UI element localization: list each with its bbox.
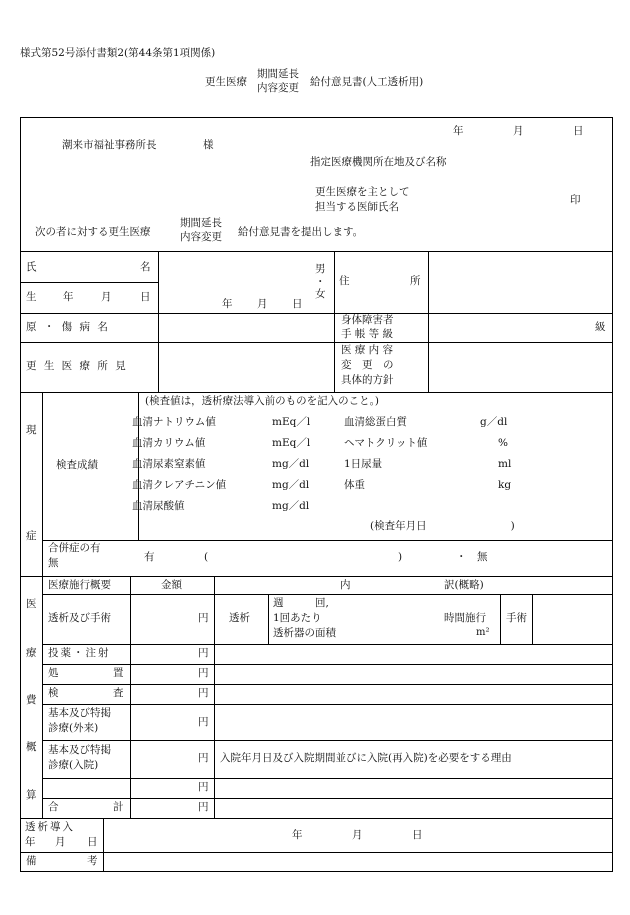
- test-name: 血清ナトリウム値: [132, 416, 216, 428]
- option-extend: 期間延長: [257, 68, 299, 80]
- complication-label-line2: 無: [48, 557, 59, 569]
- dialysis-word: 透析: [229, 612, 250, 624]
- test-date: (検査年月日 ): [370, 520, 515, 532]
- dob-label-c: 月: [101, 291, 112, 303]
- complication-open: (: [204, 551, 209, 563]
- test-name: 血清カリウム値: [132, 437, 206, 449]
- program-label: 更生医療: [205, 76, 247, 88]
- yen-unit: 円: [198, 716, 209, 728]
- opinion-label: 更 生 医 療 所 見: [26, 360, 128, 372]
- yen-unit: 円: [198, 801, 209, 813]
- seal-mark: 印: [570, 194, 581, 206]
- test-unit: mEq／l: [272, 416, 311, 428]
- inpatient-label-line2: 診療(入院): [48, 759, 99, 771]
- col-divider: [42, 392, 43, 818]
- row-divider: [42, 644, 613, 645]
- dob-label-a: 生: [26, 291, 37, 303]
- costs-side-char: 概: [26, 741, 37, 753]
- condition-side-top: 現: [26, 424, 37, 436]
- drugs-label: 投薬・注射: [48, 647, 111, 659]
- test-unit: g／dl: [480, 416, 508, 428]
- document-title: 給付意見書(人工透析用): [310, 76, 424, 88]
- test-name: 血清クレアチニン値: [132, 479, 227, 491]
- yen-unit: 円: [198, 752, 209, 764]
- sex-dot: ・: [315, 276, 326, 288]
- option-change: 内容変更: [257, 82, 299, 94]
- grade-unit: 級: [595, 321, 606, 333]
- row-divider: [42, 684, 613, 685]
- complication-yes: 有: [144, 551, 155, 563]
- honorific: 様: [203, 139, 214, 151]
- header-item: 医療施行概要: [48, 579, 111, 591]
- form-number: 様式第52号添付書類2(第44条第1項関係): [20, 47, 216, 59]
- yen-unit: 円: [198, 612, 209, 624]
- col-divider: [500, 594, 501, 644]
- recipient: 潮来市福祉事務所長: [62, 139, 157, 151]
- row-divider: [20, 852, 613, 853]
- complication-no: ・ 無: [456, 551, 488, 563]
- row-divider: [20, 342, 613, 343]
- test-name: 血清総蛋白質: [344, 416, 407, 428]
- date-month: 月: [513, 125, 524, 137]
- intro-day: 日: [412, 829, 423, 841]
- plan-label-line2: 変 更 の: [341, 359, 394, 371]
- institution-label: 指定医療機関所在地及び名称: [310, 156, 447, 168]
- outpatient-label-line1: 基本及び特掲: [48, 707, 111, 719]
- plan-label-line3: 具体的方針: [341, 374, 394, 386]
- total-label-a: 合: [48, 801, 59, 813]
- col-divider: [103, 818, 104, 872]
- submit-prefix: 次の者に対する更生医療: [35, 226, 151, 238]
- col-divider: [268, 594, 269, 644]
- row-divider: [20, 818, 613, 819]
- col-divider: [334, 251, 335, 392]
- disability-label-line1: 身体障害者: [341, 314, 394, 326]
- costs-side-char: 算: [26, 789, 37, 801]
- header-detail-a: 内: [340, 579, 351, 591]
- col-divider: [130, 576, 131, 818]
- submit-suffix: 給付意見書を提出します。: [238, 226, 364, 238]
- inpatient-reason: 入院年月日及び入院期間並びに入院(再入院)を必要をする理由: [220, 752, 512, 764]
- disability-label-line2: 手 帳 等 級: [341, 328, 394, 340]
- outpatient-label-line2: 診療(外来): [48, 722, 99, 734]
- row-divider: [42, 740, 613, 741]
- test-unit: kg: [498, 479, 512, 491]
- intro-month: 月: [352, 829, 363, 841]
- treatment-label-a: 処: [48, 667, 59, 679]
- dob-label-d: 日: [140, 291, 151, 303]
- inpatient-label-line1: 基本及び特掲: [48, 744, 111, 756]
- complication-label-line1: 合併症の有: [48, 542, 101, 554]
- disease-label: 原 ・ 傷 病 名: [26, 321, 110, 333]
- intro-year: 年: [292, 829, 303, 841]
- date-year: 年: [453, 125, 464, 137]
- col-divider: [532, 594, 533, 644]
- test-unit: mEq／l: [272, 437, 311, 449]
- treatment-label-b: 置: [113, 667, 124, 679]
- test-unit: ml: [498, 458, 512, 470]
- test-name: 体重: [344, 479, 365, 491]
- date-day: 日: [573, 125, 584, 137]
- tests-label: 検査成績: [56, 459, 98, 471]
- name-label-a: 氏: [26, 261, 37, 273]
- test-name: 血清尿素窒素値: [132, 458, 206, 470]
- exam-label-b: 査: [113, 687, 124, 699]
- intro-label-month: 月: [55, 836, 66, 848]
- address-label-b: 所: [410, 275, 421, 287]
- address-label-a: 住: [339, 275, 350, 287]
- row-divider: [42, 704, 613, 705]
- row-divider: [20, 576, 613, 577]
- col-divider: [214, 576, 215, 818]
- per-session: 1回あたり: [273, 612, 322, 624]
- yen-unit: 円: [198, 667, 209, 679]
- yen-unit: 円: [198, 647, 209, 659]
- dob-day: 日: [292, 298, 303, 310]
- yen-unit: 円: [198, 781, 209, 793]
- costs-side-char: 医: [26, 598, 37, 610]
- row-divider: [42, 664, 613, 665]
- dialysis-label: 透析及び手術: [48, 612, 111, 624]
- exam-label-a: 検: [48, 687, 59, 699]
- submit-extend: 期間延長: [180, 217, 222, 229]
- dob-label-b: 年: [63, 291, 74, 303]
- intro-label-year: 年: [25, 836, 36, 848]
- test-name: ヘマトクリット値: [344, 437, 428, 449]
- condition-side-bottom: 症: [26, 530, 37, 542]
- tests-note: (検査値は，透析療法導入前のものを記入のこと。): [145, 395, 379, 407]
- test-unit: mg／dl: [272, 479, 310, 491]
- costs-side-char: 費: [26, 694, 37, 706]
- row-divider: [42, 594, 613, 595]
- hours-label: 時間施行: [444, 612, 486, 624]
- intro-label-day: 日: [87, 836, 98, 848]
- test-unit: mg／dl: [272, 458, 310, 470]
- row-divider: [42, 798, 613, 799]
- doctor-label-line2: 担当する医師氏名: [315, 201, 399, 213]
- doctor-label-line1: 更生医療を主として: [315, 186, 410, 198]
- dob-year: 年: [222, 298, 233, 310]
- weekly-sessions: 週 回,: [273, 597, 329, 609]
- dob-month: 月: [257, 298, 268, 310]
- area-unit: m²: [476, 627, 490, 638]
- header-detail-b: 訳(概略): [444, 579, 484, 591]
- row-divider: [20, 282, 158, 283]
- test-name: 1日尿量: [344, 458, 383, 470]
- row-divider: [42, 778, 613, 779]
- surgery-label: 手術: [506, 612, 527, 624]
- row-divider: [42, 540, 613, 541]
- costs-side-char: 療: [26, 647, 37, 659]
- test-name: 血清尿酸値: [132, 500, 185, 512]
- plan-label-line1: 医 療 内 容: [341, 344, 394, 356]
- total-label-b: 計: [113, 801, 124, 813]
- remarks-label-b: 考: [87, 855, 98, 867]
- sex-male: 男: [315, 263, 326, 275]
- test-unit: %: [498, 437, 508, 449]
- submit-change: 内容変更: [180, 231, 222, 243]
- complication-close: ): [398, 551, 403, 563]
- yen-unit: 円: [198, 687, 209, 699]
- row-divider: [20, 251, 613, 252]
- dialyzer-area: 透析器の面積: [273, 627, 336, 639]
- col-divider: [428, 251, 429, 392]
- col-divider: [158, 251, 159, 392]
- test-unit: mg／dl: [272, 500, 310, 512]
- row-divider: [20, 313, 613, 314]
- remarks-label-a: 備: [26, 855, 37, 867]
- sex-female: 女: [315, 288, 326, 300]
- intro-label-line1: 透析導入: [25, 821, 75, 833]
- header-amount: 金額: [161, 579, 182, 591]
- row-divider: [20, 392, 613, 393]
- name-label-b: 名: [140, 261, 151, 273]
